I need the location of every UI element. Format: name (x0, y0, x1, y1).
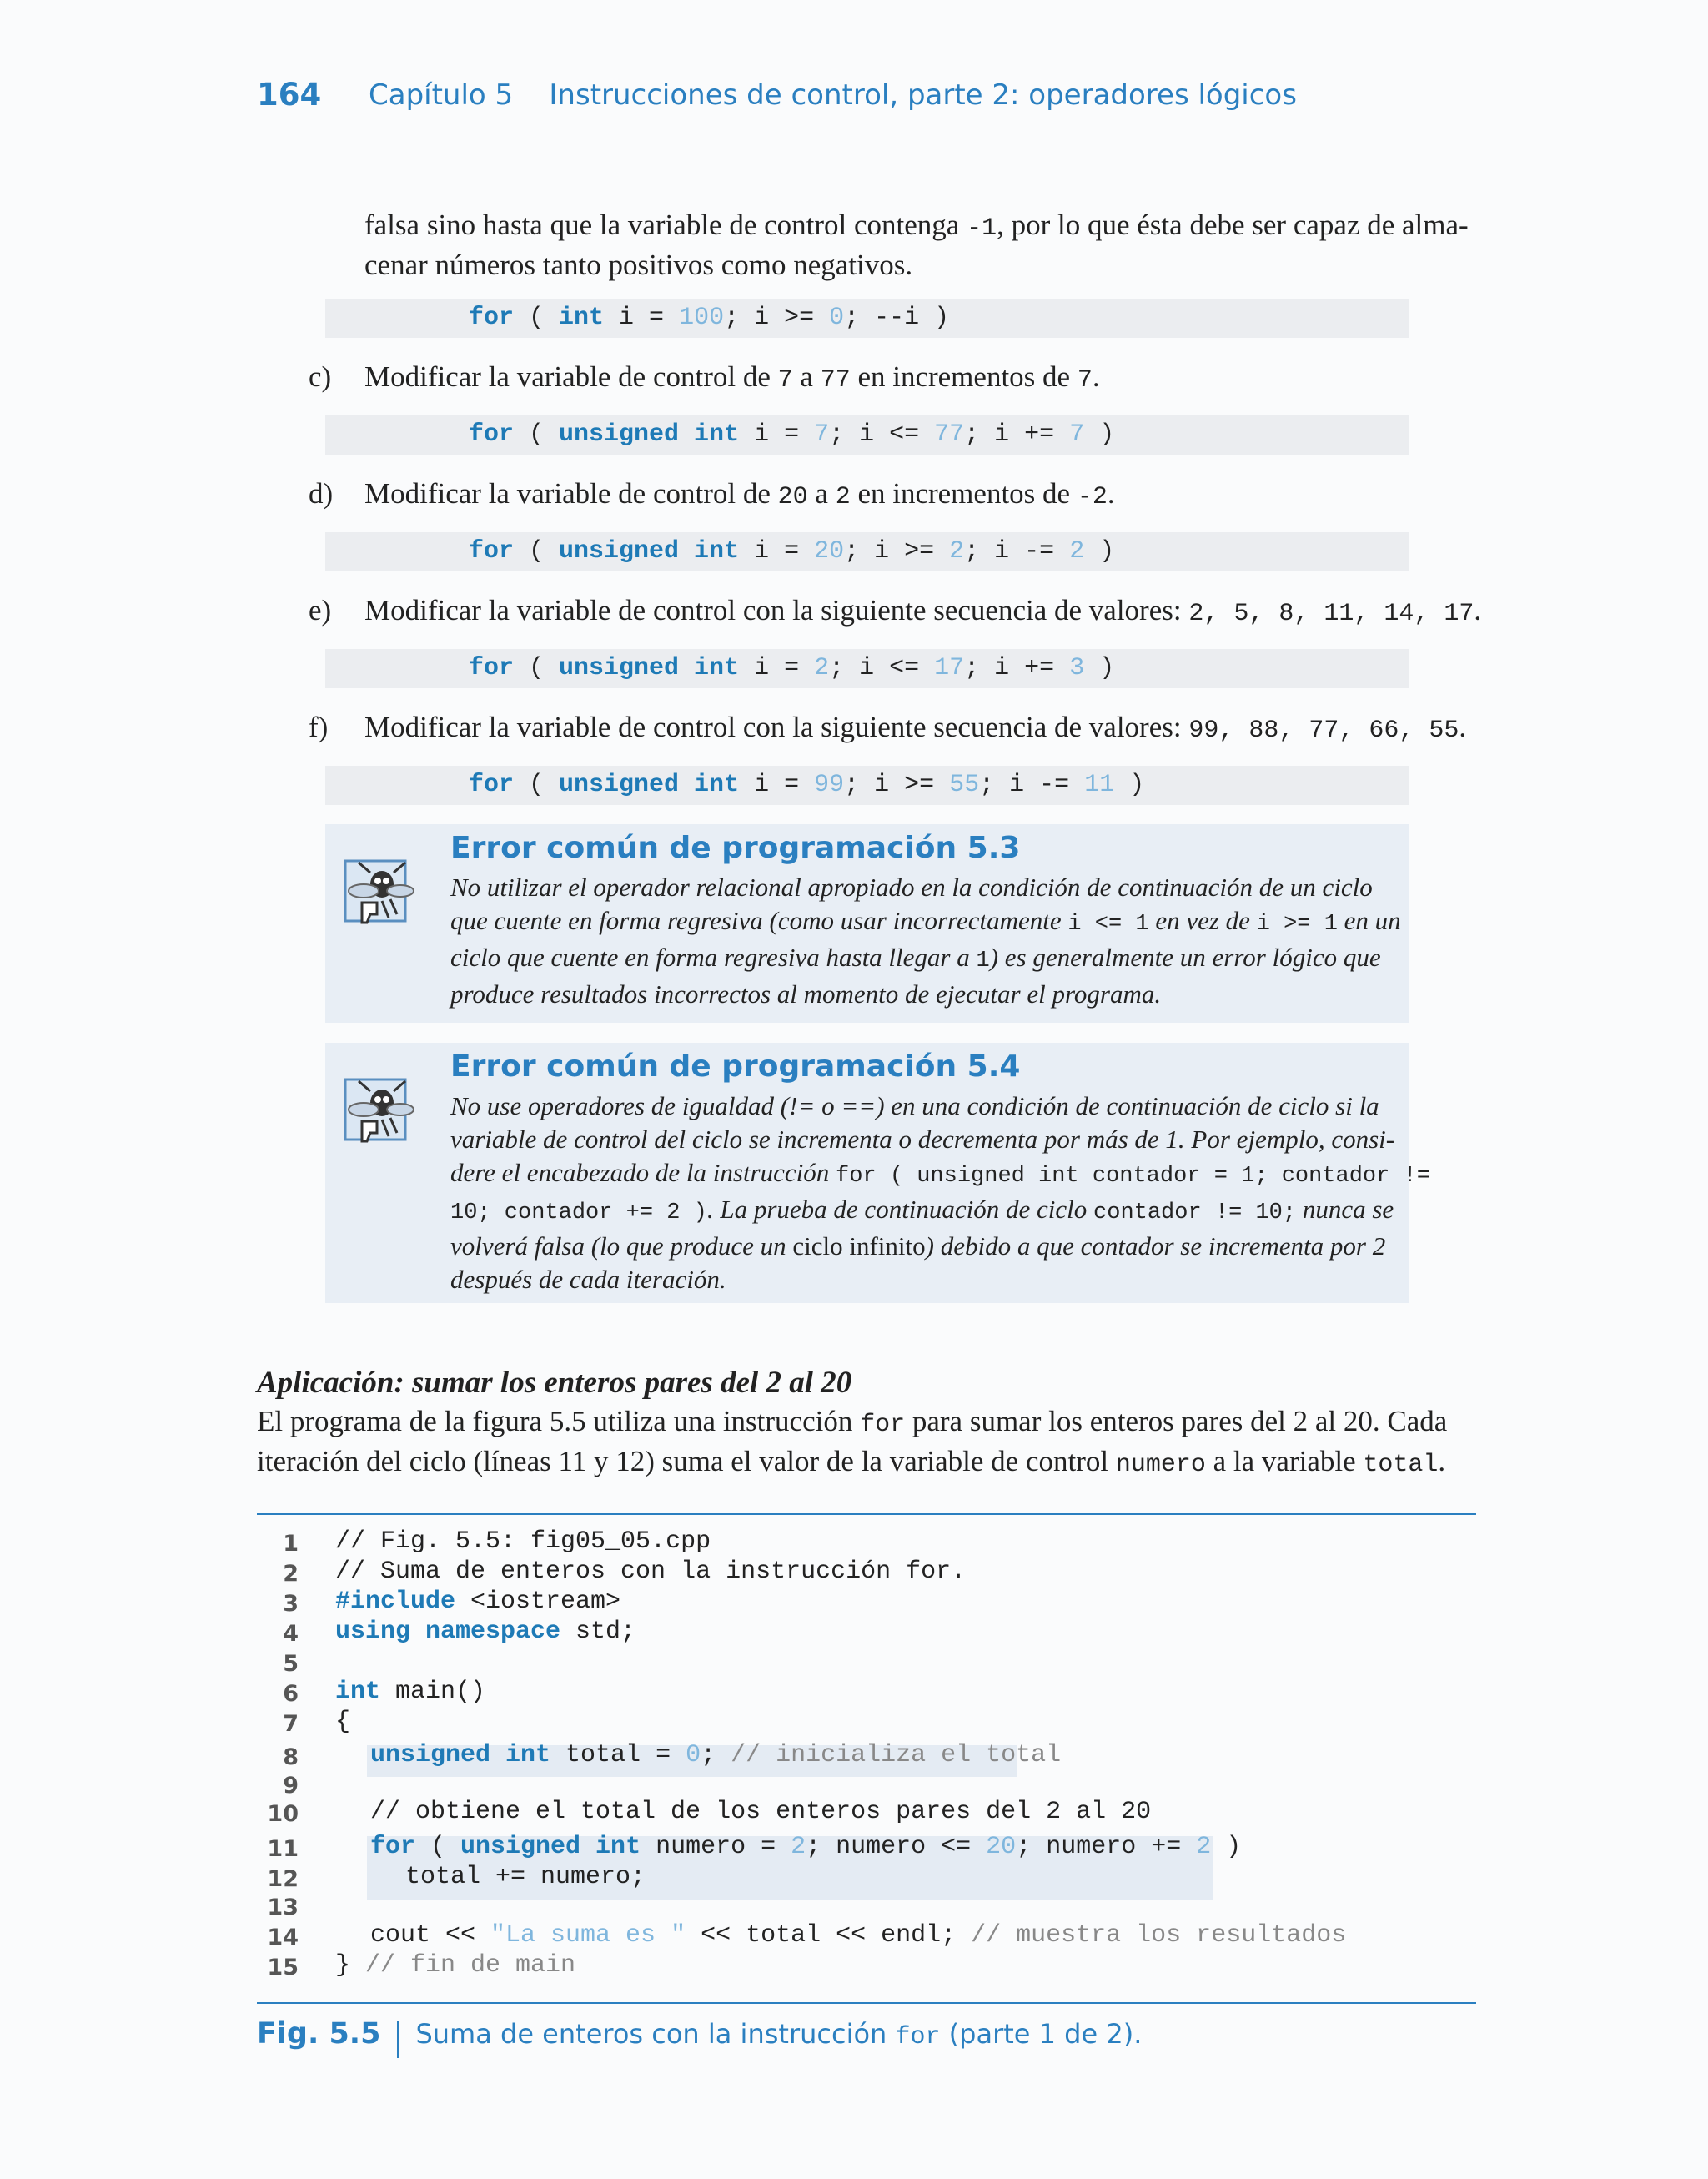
error-box-5-4 (325, 1043, 1430, 1303)
listing-bottom-rule (257, 2002, 1476, 2004)
item-label-e: e) (309, 594, 332, 627)
code-line-10: // obtiene el total de los enteros pares del 2 al 20 (370, 1798, 1152, 1826)
figure-caption (257, 2017, 1142, 2058)
line-number: 1 (283, 1531, 299, 1557)
code-line-1: // Fig. 5.5: fig05_05.cpp (335, 1527, 711, 1556)
line-number: 9 (283, 1773, 299, 1799)
error-body-5-3: No utilizar el operador relacional apropiado en la condición de continuación de un ciclo que cuente en forma regresiva (como usar incorrectamente i <= 1 en vez de i >= 1 en un ciclo que cuente en forma regresiva hasta llegar a 1) es generalmente un error lógico que produce resultados incorrectos al momento de ejecutar el programa. (450, 873, 1401, 1009)
item-text-d: Modificar la variable de control de 20 a 2 en incrementos de -2. (364, 477, 1115, 511)
listing-top-rule (257, 1513, 1476, 1515)
page-number: 164 (257, 77, 322, 113)
line-number: 2 (283, 1561, 299, 1587)
line-number: 5 (283, 1651, 299, 1677)
chapter-title: Capítulo 5 Instrucciones de control, parte 2: operadores lógicos (369, 78, 1297, 112)
code-line-11: for ( unsigned int numero = 2; numero <= 20; numero += 2 ) (370, 1833, 1242, 1861)
code-line-6: int main() (335, 1678, 486, 1706)
line-number: 15 (267, 1955, 299, 1980)
section-heading: Aplicación: sumar los enteros pares del 2 al 20 (257, 1366, 852, 1400)
application-paragraph: El programa de la figura 5.5 utiliza una instrucción for para sumar los enteros pares del 2 al 20. Cada iteración del ciclo (líneas 11 y 12) suma el valor de la variable de control numero a la variable total. (257, 1405, 1448, 1479)
code-snippet-b: for ( int i = 100; i >= 0; --i ) (325, 299, 1409, 338)
line-number: 13 (267, 1895, 299, 1920)
code-snippet-c: for ( unsigned int i = 7; i <= 77; i += 7 ) (325, 415, 1409, 455)
code-snippet-f: for ( unsigned int i = 99; i >= 55; i -= 11 ) (325, 766, 1409, 805)
error-box-5-3 (325, 824, 1409, 1023)
line-number: 4 (283, 1621, 299, 1647)
line-number: 8 (283, 1744, 299, 1770)
bug-thumbs-down-icon (340, 854, 415, 929)
code-line-8: unsigned int total = 0; // inicializa el total (370, 1741, 1062, 1769)
item-text-c: Modificar la variable de control de 7 a 77 en incrementos de 7. (364, 360, 1100, 395)
error-body-5-4: No use operadores de igualdad (!= o ==) en una condición de continuación de ciclo si la variable de control del ciclo se incrementa o decrementa por más de 1. Por ejemplo, consi- dere el encabezado de la instrucción for ( unsigned int contador = 1; contador != 10; contador += 2 ). La prueba de continuación de ciclo contador != 10; nunca se volverá falsa (lo que produce un ciclo infinito) debido a que contador se incrementa por 2 después de cada iteración. (450, 1091, 1430, 1294)
line-number: 12 (267, 1866, 299, 1892)
line-number: 7 (283, 1711, 299, 1737)
code-line-12: total += numero; (405, 1863, 646, 1891)
page-header (257, 77, 1508, 118)
code-line-3: #include <iostream> (335, 1588, 621, 1616)
item-label-c: c) (309, 360, 332, 393)
code-line-15: } // fin de main (335, 1951, 576, 1980)
item-label-f: f) (309, 711, 329, 743)
line-number: 10 (267, 1801, 299, 1827)
line-number: 6 (283, 1681, 299, 1707)
line-number: 3 (283, 1591, 299, 1617)
intro-paragraph (364, 207, 1482, 284)
item-text-f: Modificar la variable de control con la siguiente secuencia de valores: 99, 88, 77, 66, 55. (364, 711, 1467, 745)
code-line-7: { (335, 1708, 351, 1736)
code-snippet-d: for ( unsigned int i = 20; i >= 2; i -= 2 ) (325, 532, 1409, 571)
caption-text: Suma de enteros con la instrucción for (parte 1 de 2). (415, 2018, 1143, 2051)
bug-thumbs-down-icon (340, 1073, 415, 1148)
caption-separator (397, 2021, 399, 2058)
error-title-5-4: Error común de programación 5.4 (450, 1049, 1021, 1084)
line-number: 11 (267, 1836, 299, 1862)
figure-label: Fig. 5.5 (257, 2017, 381, 2051)
error-title-5-3: Error común de programación 5.3 (450, 831, 1021, 865)
item-text-e: Modificar la variable de control con la siguiente secuencia de valores: 2, 5, 8, 11, 14, 17. (364, 594, 1482, 628)
code-line-2: // Suma de enteros con la instrucción for. (335, 1558, 967, 1586)
code-line-14: cout << "La suma es " << total << endl; // muestra los resultados (370, 1921, 1347, 1950)
intro-line-2: cenar números tanto positivos como negativos. (364, 249, 913, 281)
intro-line-1: falsa sino hasta que la variable de control contenga -1, por lo que ésta debe ser capaz de alma- (364, 209, 1469, 243)
code-line-4: using namespace std; (335, 1618, 636, 1646)
code-snippet-e: for ( unsigned int i = 2; i <= 17; i += 3 ) (325, 649, 1409, 688)
line-number: 14 (267, 1925, 299, 1950)
item-label-d: d) (309, 477, 334, 510)
